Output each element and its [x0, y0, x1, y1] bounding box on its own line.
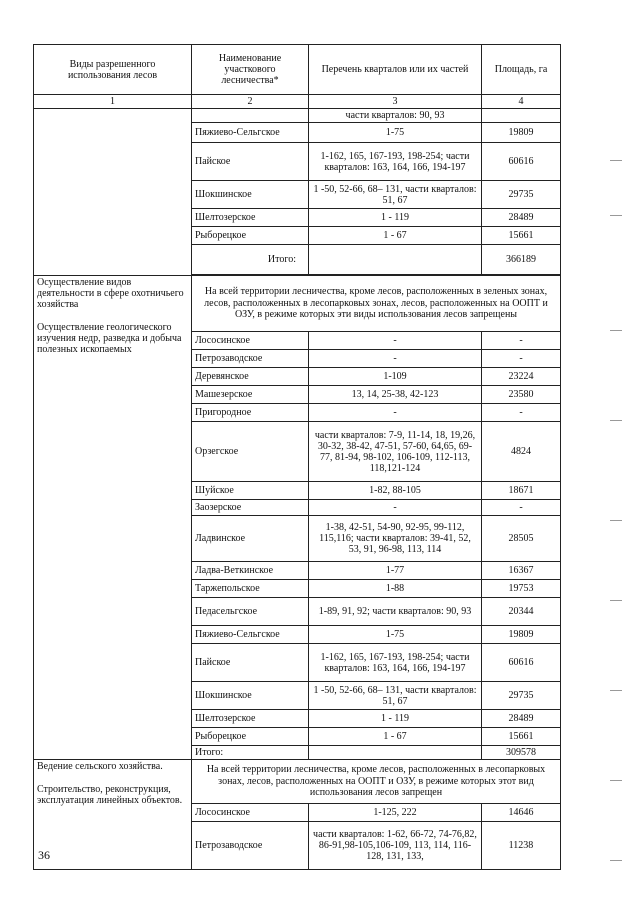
- quarters: 13, 14, 25-38, 42-123: [309, 386, 482, 404]
- col-num-1: 1: [34, 95, 192, 109]
- use-type-agriculture-linear: [34, 760, 192, 870]
- forestry-name: Рыборецкое: [192, 227, 309, 245]
- page-number: 36: [38, 848, 50, 862]
- area: [482, 109, 561, 123]
- quarters: 1-109: [309, 368, 482, 386]
- area: 19809: [482, 626, 561, 644]
- use-type-hunting-geology: [34, 276, 192, 760]
- forestry-name: [192, 109, 309, 123]
- total-area: 366189: [482, 245, 561, 275]
- area: 15661: [482, 227, 561, 245]
- forestry-name: Шелтозерское: [192, 710, 309, 728]
- area: -: [482, 332, 561, 350]
- area: 60616: [482, 644, 561, 682]
- area: 20344: [482, 598, 561, 626]
- quarters: 1 - 67: [309, 227, 482, 245]
- forestry-name: Шуйское: [192, 482, 309, 500]
- area: 29735: [482, 181, 561, 209]
- forestry-name: Машезерское: [192, 386, 309, 404]
- forestry-name: Деревянское: [192, 368, 309, 386]
- forestry-name: Педасельгское: [192, 598, 309, 626]
- margin-mark: [610, 520, 622, 521]
- restriction-text: На всей территории лесничества, кроме лесов, расположенных в лесопарковых зонах, лесов, расположенных на ООПТ и ОЗУ, в режиме которых этот вид использования лесов запрещен: [192, 760, 561, 804]
- col-num-2: 2: [192, 95, 309, 109]
- forestry-name: Петрозаводское: [192, 350, 309, 368]
- quarters: 1 - 119: [309, 209, 482, 227]
- area: 23580: [482, 386, 561, 404]
- forestry-name: Пайское: [192, 143, 309, 181]
- quarters: 1-89, 91, 92; части кварталов: 90, 93: [309, 598, 482, 626]
- area: 29735: [482, 682, 561, 710]
- total-label: Итого:: [192, 245, 309, 275]
- total-quarters-empty: [309, 746, 482, 760]
- forestry-name: Пайское: [192, 644, 309, 682]
- margin-mark: [610, 160, 622, 161]
- area: 4824: [482, 422, 561, 482]
- header-forestry: Наименование участкового лесничества*: [192, 45, 309, 95]
- quarters: 1 - 119: [309, 710, 482, 728]
- margin-mark: [610, 600, 622, 601]
- area: 14646: [482, 804, 561, 822]
- use-type-geology: Осуществление геологического изучения недр, разведка и добыча полезных ископаемых: [37, 322, 182, 355]
- quarters: 1-162, 165, 167-193, 198-254; части кварталов: 163, 164, 166, 194-197: [309, 644, 482, 682]
- forestry-name: Ладвинское: [192, 516, 309, 562]
- forestry-name: Заозерское: [192, 500, 309, 516]
- forestry-name: Петрозаводское: [192, 822, 309, 870]
- quarters: -: [309, 350, 482, 368]
- forestry-name: Таржепольское: [192, 580, 309, 598]
- margin-mark: [610, 780, 622, 781]
- margin-mark: [610, 860, 622, 861]
- area: 28489: [482, 209, 561, 227]
- forestry-name: Шокшинское: [192, 181, 309, 209]
- area: 60616: [482, 143, 561, 181]
- restriction-row: [34, 276, 561, 332]
- quarters: 1-125, 222: [309, 804, 482, 822]
- quarters: -: [309, 332, 482, 350]
- quarters: -: [309, 500, 482, 516]
- use-type-linear-objects: Строительство, реконструкция, эксплуатация линейных объектов.: [37, 784, 183, 806]
- area: 18671: [482, 482, 561, 500]
- forestry-name: Лососинское: [192, 804, 309, 822]
- column-number-row: [34, 95, 561, 109]
- area: -: [482, 404, 561, 422]
- forest-use-table: [33, 44, 561, 870]
- area: -: [482, 350, 561, 368]
- area: 15661: [482, 728, 561, 746]
- forestry-name: Пяжиево-Сельгское: [192, 123, 309, 143]
- area: 23224: [482, 368, 561, 386]
- quarters: 1-38, 42-51, 54-90, 92-95, 99-112, 115,116; части кварталов: 39-41, 52, 53, 91, 96-98, 113, 114: [309, 516, 482, 562]
- margin-mark: [610, 330, 622, 331]
- forestry-name: Рыборецкое: [192, 728, 309, 746]
- area: 11238: [482, 822, 561, 870]
- area: 28489: [482, 710, 561, 728]
- header-quarters: Перечень кварталов или их частей: [309, 45, 482, 95]
- total-label: Итого:: [192, 746, 309, 760]
- forestry-name: Шелтозерское: [192, 209, 309, 227]
- col-num-3: 3: [309, 95, 482, 109]
- area: 19753: [482, 580, 561, 598]
- forestry-name: Орзегское: [192, 422, 309, 482]
- margin-mark: [610, 215, 622, 216]
- quarters: части кварталов: 1-62, 66-72, 74-76,82, 86-91,98-105,106-109, 113, 114, 116-128, 131, 133,: [309, 822, 482, 870]
- use-type-hunting: Осуществление видов деятельности в сфере охотничьего хозяйства: [37, 277, 184, 310]
- forestry-name: Ладва-Веткинское: [192, 562, 309, 580]
- use-type-agriculture: Ведение сельского хозяйства.: [37, 761, 163, 772]
- area: 28505: [482, 516, 561, 562]
- area: 16367: [482, 562, 561, 580]
- header-area: Площадь, га: [482, 45, 561, 95]
- quarters: части кварталов: 90, 93: [309, 109, 482, 123]
- area: 19809: [482, 123, 561, 143]
- total-area: 309578: [482, 746, 561, 760]
- header-row: [34, 45, 561, 95]
- table-row: [34, 109, 561, 123]
- margin-mark: [610, 420, 622, 421]
- quarters: 1-75: [309, 123, 482, 143]
- quarters: -: [309, 404, 482, 422]
- quarters: 1-82, 88-105: [309, 482, 482, 500]
- col-num-4: 4: [482, 95, 561, 109]
- restriction-text: На всей территории лесничества, кроме лесов, расположенных в зеленых зонах, лесов, расположенных в лесопарковых зонах, лесов, расположенных на ООПТ и ОЗУ, в режиме которых эти виды использования лесов запрещены: [192, 276, 561, 332]
- forestry-name: Лососинское: [192, 332, 309, 350]
- quarters: 1-75: [309, 626, 482, 644]
- quarters: 1 - 67: [309, 728, 482, 746]
- header-use-type: Виды разрешенного использования лесов: [34, 45, 192, 95]
- use-type-cell-empty: [34, 109, 192, 276]
- forestry-name: Пригородное: [192, 404, 309, 422]
- quarters: части кварталов: 7-9, 11-14, 18, 19,26, 30-32, 38-42, 47-51, 57-60, 64,65, 69-77, 81-94, 98-102, 106-109, 112-113, 118,121-124: [309, 422, 482, 482]
- quarters: 1 -50, 52-66, 68– 131, части кварталов: 51, 67: [309, 682, 482, 710]
- area: -: [482, 500, 561, 516]
- forestry-name: Шокшинское: [192, 682, 309, 710]
- quarters: 1-88: [309, 580, 482, 598]
- margin-mark: [610, 690, 622, 691]
- total-quarters-empty: [309, 245, 482, 275]
- quarters: 1-77: [309, 562, 482, 580]
- quarters: 1 -50, 52-66, 68– 131, части кварталов: 51, 67: [309, 181, 482, 209]
- restriction-row: [34, 760, 561, 804]
- quarters: 1-162, 165, 167-193, 198-254; части кварталов: 163, 164, 166, 194-197: [309, 143, 482, 181]
- forestry-name: Пяжиево-Сельгское: [192, 626, 309, 644]
